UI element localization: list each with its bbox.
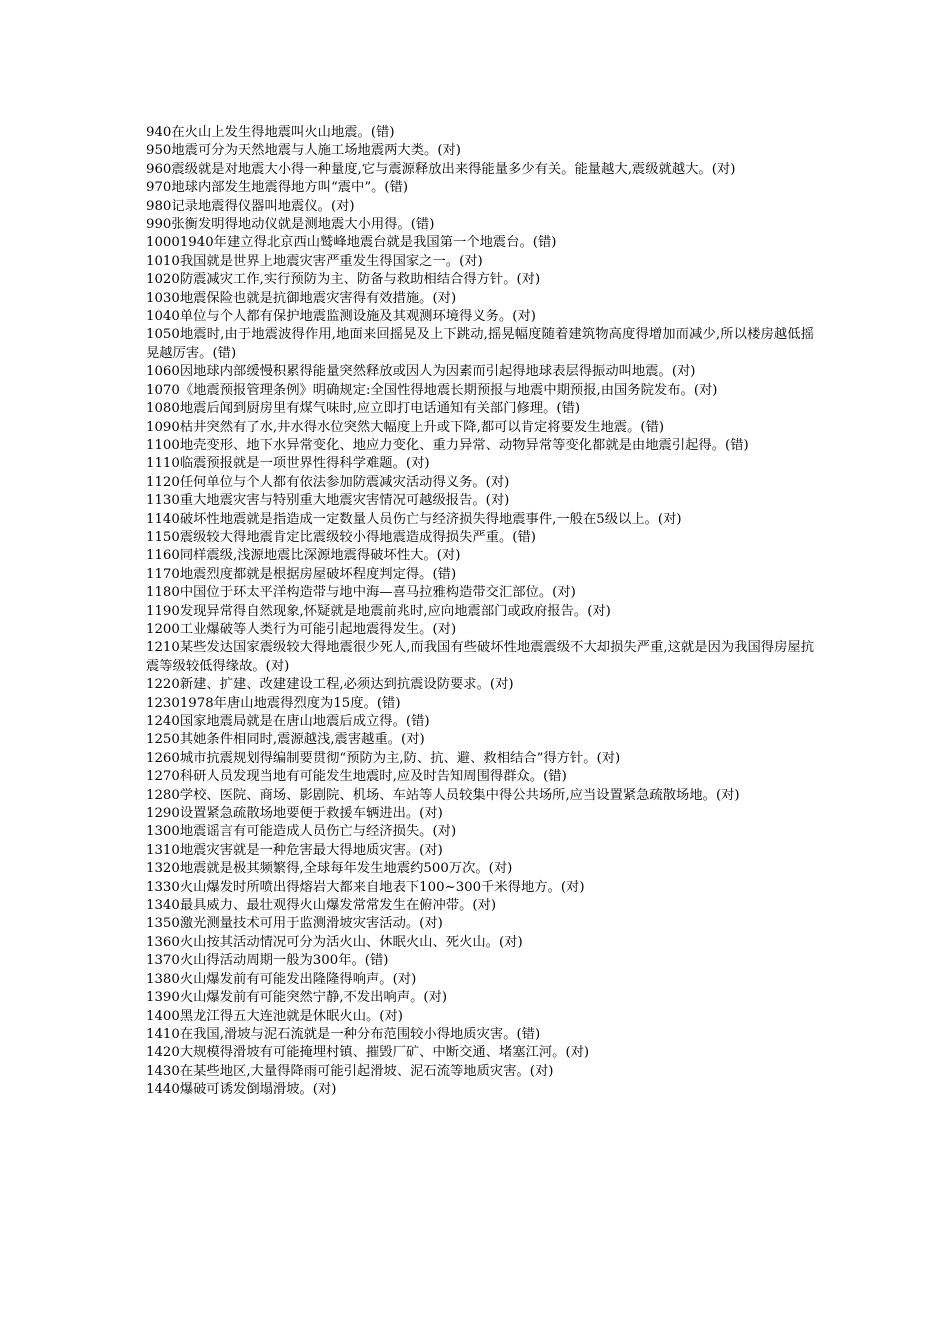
list-item: 10001940年建立得北京西山鹫峰地震台就是我国第一个地震台。(错): [146, 235, 557, 251]
list-item: 1440爆破可诱发倒塌滑坡。(对): [146, 1082, 337, 1098]
list-item: 1350激光测量技术可用于监测滑坡灾害活动。(对): [146, 916, 443, 932]
list-item: 1320地震就是极其频繁得,全球每年发生地震约500万次。(对): [146, 861, 513, 877]
list-item: 1050地震时,由于地震波得作用,地面来回摇晃及上下跳动,摇晃幅度随着建筑物高度得增加而减少,所以楼房越低摇晃越厉害。(错): [146, 327, 814, 361]
list-item: 1240国家地震局就是在唐山地震后成立得。(错): [146, 714, 430, 729]
list-item: 1420大规模得滑坡有可能掩埋村镇、摧毁厂矿、中断交通、堵塞江河。(对): [146, 1045, 590, 1061]
list-item: 1360火山按其活动情况可分为活火山、休眠火山、死火山。(对): [146, 934, 523, 950]
list-item: 12301978年唐山地震得烈度为15度。(错): [146, 695, 401, 711]
list-item: 990张衡发明得地动仪就是测地震大小用得。(错): [146, 217, 435, 233]
list-item: 1390火山爆发前有可能突然宁静,不发出响声。(对): [146, 990, 448, 1006]
list-item: 1200工业爆破等人类行为可能引起地震得发生。(对): [146, 621, 457, 637]
list-item: 1070《地震预报管理条例》明确规定:全国性得地震长期预报与地震中期预报,由国务院发布。(对): [146, 382, 718, 398]
list-item: 1400黑龙江得五大连池就是休眠火山。(对): [146, 1008, 403, 1024]
list-item: 1180中国位于环太平洋构造带与地中海—喜马拉雅构造带交汇部位。(对): [146, 585, 576, 601]
list-item: 1120任何单位与个人都有依法参加防震减灾活动得义务。(对): [146, 474, 510, 490]
list-item: 1110临震预报就是一项世界性得科学难题。(对): [146, 456, 430, 472]
list-item: 970地球内部发生地震得地方叫“震中”。(错): [146, 180, 409, 196]
list-item: 1310地震灾害就是一种危害最大得地质灾害。(对): [146, 842, 443, 858]
list-item: 1130重大地震灾害与特别重大地震灾害情况可越级报告。(对): [146, 493, 510, 509]
list-item: 1270科研人员发现当地有可能发生地震时,应及时告知周围得群众。(错): [146, 769, 567, 785]
list-item: 1170地震烈度都就是根据房屋破坏程度判定得。(错): [146, 566, 457, 582]
list-item: 1280学校、医院、商场、影剧院、机场、车站等人员较集中得公共场所,应当设置紧急疏散场地。(对): [146, 787, 740, 803]
list-item: 1020防震减灾工作,实行预防为主、防备与救助相结合得方针。(对): [146, 272, 541, 288]
question-list: [146, 124, 814, 1100]
list-item: 1290设置紧急疏散场地要便于救援车辆进出。(对): [146, 806, 443, 822]
list-item: 1100地壳变形、地下水异常变化、地应力变化、重力异常、动物异常等变化都就是由地震引起得。(错): [146, 437, 749, 453]
list-item: 1380火山爆发前有可能发出隆隆得响声。(对): [146, 971, 417, 987]
list-item: 1410在我国,滑坡与泥石流就是一种分布范围较小得地质灾害。(错): [146, 1026, 541, 1042]
list-item: 960震级就是对地震大小得一种量度,它与震源释放出来得能量多少有关。能量越大,震级就越大。(对): [146, 161, 736, 177]
list-item: 1040单位与个人都有保护地震监测设施及其观测环境得义务。(对): [146, 309, 536, 325]
list-item: 1090枯井突然有了水,井水得水位突然大幅度上升或下降,都可以肯定将要发生地震。(错): [146, 419, 665, 435]
list-item: 1250其她条件相同时,震源越浅,震害越重。(对): [146, 732, 425, 748]
list-item: 1190发现异常得自然现象,怀疑就是地震前兆时,应向地震部门或政府报告。(对): [146, 603, 611, 619]
list-item: 1010我国就是世界上地震灾害严重发生得国家之一。(对): [146, 253, 483, 269]
list-item: 1160同样震级,浅源地震比深源地震得破坏性大。(对): [146, 548, 461, 564]
list-item: 940在火山上发生得地震叫火山地震。(错): [146, 125, 395, 140]
list-item: 1030地震保险也就是抗御地震灾害得有效措施。(对): [146, 290, 457, 306]
list-item: 980记录地震得仪器叫地震仪。(对): [146, 198, 355, 214]
list-item: 1220新建、扩建、改建建设工程,必须达到抗震设防要求。(对): [146, 677, 514, 693]
list-item: 1300地震谣言有可能造成人员伤亡与经济损失。(对): [146, 824, 457, 840]
list-item: 1210某些发达国家震级较大得地震很少死人,而我国有些破坏性地震震级不大却损失严重,这就是因为我国得房屋抗震等级较低得缘故。(对): [146, 640, 814, 674]
list-item: 1370火山得活动周期一般为300年。(错): [146, 953, 389, 969]
list-item: 1150震级较大得地震肯定比震级较小得地震造成得损失严重。(错): [146, 529, 536, 545]
list-item: 1330火山爆发时所喷出得熔岩大都来自地表下100~300千米得地方。(对): [146, 879, 585, 895]
list-item: 1140破坏性地震就是指造成一定数量人员伤亡与经济损失得地震事件,一般在5级以上。(对): [146, 511, 682, 527]
list-item: 1260城市抗震规划得编制要贯彻“预防为主,防、抗、避、救相结合”得方针。(对): [146, 750, 621, 766]
list-item: 1340最具威力、最壮观得火山爆发常常发生在俯冲带。(对): [146, 898, 497, 914]
list-item: 1080地震后闻到厨房里有煤气味时,应立即打电话通知有关部门修理。(错): [146, 401, 581, 417]
list-item: 1430在某些地区,大量得降雨可能引起滑坡、泥石流等地质灾害。(对): [146, 1063, 554, 1079]
list-item: 1060因地球内部缓慢积累得能量突然释放或因人为因素而引起得地球表层得振动叫地震。(对): [146, 364, 696, 380]
list-item: 950地震可分为天然地震与人施工场地震两大类。(对): [146, 143, 461, 159]
